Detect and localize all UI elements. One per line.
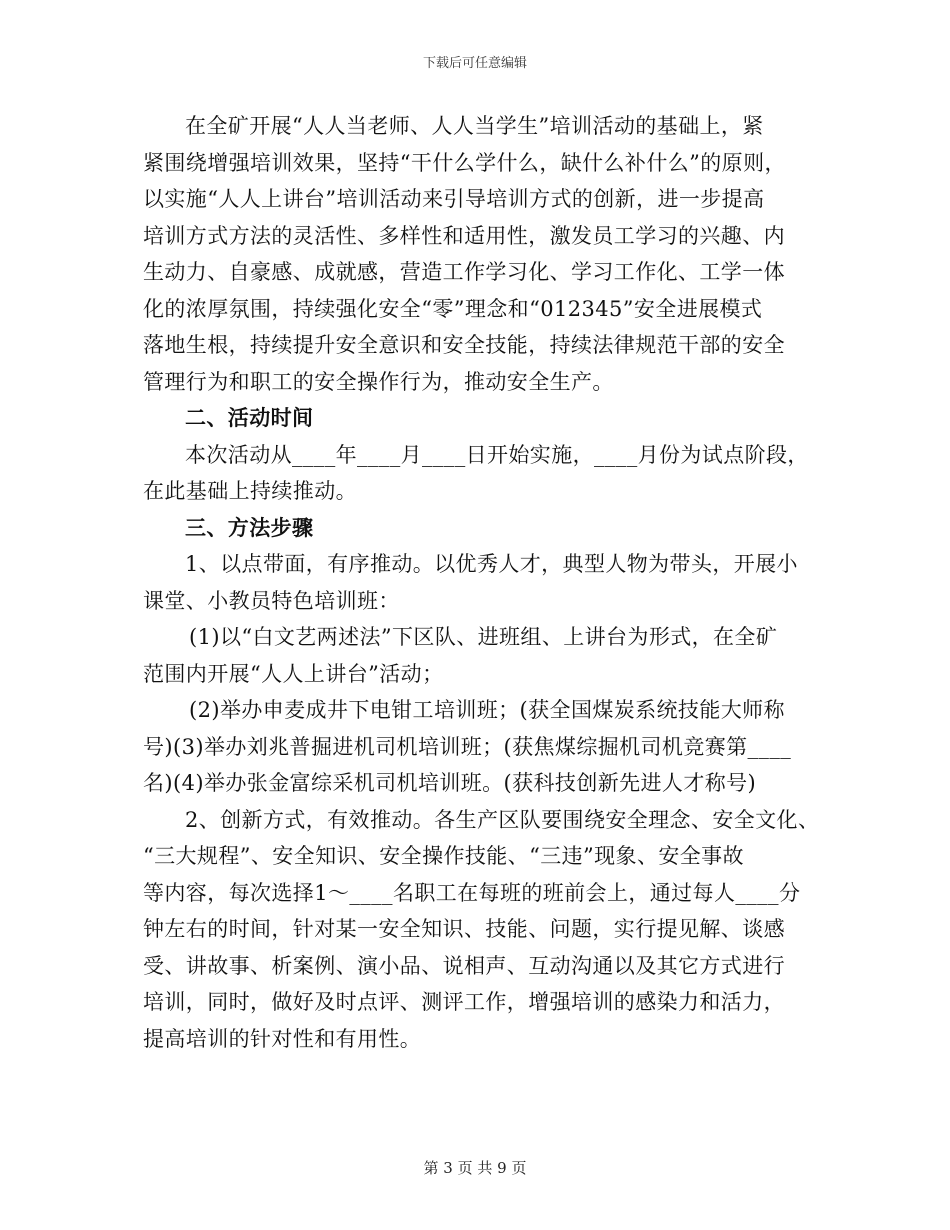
text-line: 在全矿开展“人人当老师、人人当学生”培训活动的基础上，紧 (185, 114, 764, 138)
document-body (143, 108, 818, 1057)
text-line: 在此基础上持续推动。 (143, 479, 357, 503)
text-line: 受、讲故事、析案例、演小品、说相声、互动沟通以及其它方式进行 (143, 953, 785, 978)
text-line: “三大规程”、安全知识、安全操作技能、“三违”现象、安全事故 (143, 844, 744, 868)
text-line: 钟左右的时间，针对某一安全知识、技能、问题，实行提见解、谈感 (143, 917, 785, 941)
paragraph-intro (143, 108, 818, 400)
text-line: 本次活动从____年____月____日开始实施，____月份为试点阶段， (185, 442, 809, 467)
text-line: 提高培训的针对性和有用性。 (143, 1026, 422, 1051)
text-line: 落地生根，持续提升安全意识和安全技能，持续法律规范干部的安全 (143, 333, 785, 357)
text-line: 名)(4)举办张金富综采机司机培训班。(获科技创新先进人才称号) (143, 771, 757, 795)
page-footer: 第 3 页 共 9 页 (423, 1159, 527, 1177)
text-line: 号)(3)举办刘兆普掘进机司机培训班；(获焦煤综掘机司机竞赛第____ (143, 734, 792, 759)
text-line: (1)以“白文艺两述法”下区队、进班组、上讲台为形式，在全矿 (189, 625, 778, 649)
text-line: 课堂、小教员特色培训班： (143, 588, 400, 613)
text-line: 化的浓厚氛围，持续强化安全“零”理念和“012345”安全进展模式 (143, 296, 763, 321)
text-line: 生动力、自豪感、成就感，营造工作学习化、学习工作化、工学一体 (143, 260, 785, 284)
text-line: 等内容，每次选择1～____名职工在每班的班前会上，通过每人____分 (143, 880, 801, 905)
text-line: (2)举办申麦成井下电钳工培训班；(获全国煤炭系统技能大师称 (189, 698, 785, 722)
text-line: 1、以点带面，有序推动。以优秀人才，典型人物为带头，开展小 (185, 552, 798, 576)
section-heading-methods: 三、方法步骤 (185, 514, 314, 540)
text-line: 紧围绕增强培训效果，坚持“干什么学什么，缺什么补什么”的原则， (143, 150, 786, 175)
page-header: 下载后可任意编辑 (422, 56, 527, 71)
text-line: 2、创新方式，有效推动。各生产区队要围绕安全理念、安全文化、 (185, 807, 820, 832)
paragraph-item-2-4 (143, 692, 818, 802)
paragraph-time (143, 437, 818, 510)
text-line: 培训，同时，做好及时点评、测评工作，增强培训的感染力和活力， (143, 990, 785, 1014)
text-line: 管理行为和职工的安全操作行为，推动安全生产。 (143, 369, 614, 394)
section-heading-time: 二、活动时间 (185, 405, 314, 430)
paragraph-step-2 (143, 802, 818, 1058)
text-line: 以实施“人人上讲台”培训活动来引导培训方式的创新，进一步提高 (143, 187, 765, 211)
text-line: 培训方式方法的灵活性、多样性和适用性，激发员工学习的兴趣、内 (143, 223, 785, 248)
text-line: 范围内开展“人人上讲台”活动； (143, 661, 444, 686)
paragraph-item-1 (143, 619, 818, 692)
paragraph-step-1 (143, 546, 818, 619)
